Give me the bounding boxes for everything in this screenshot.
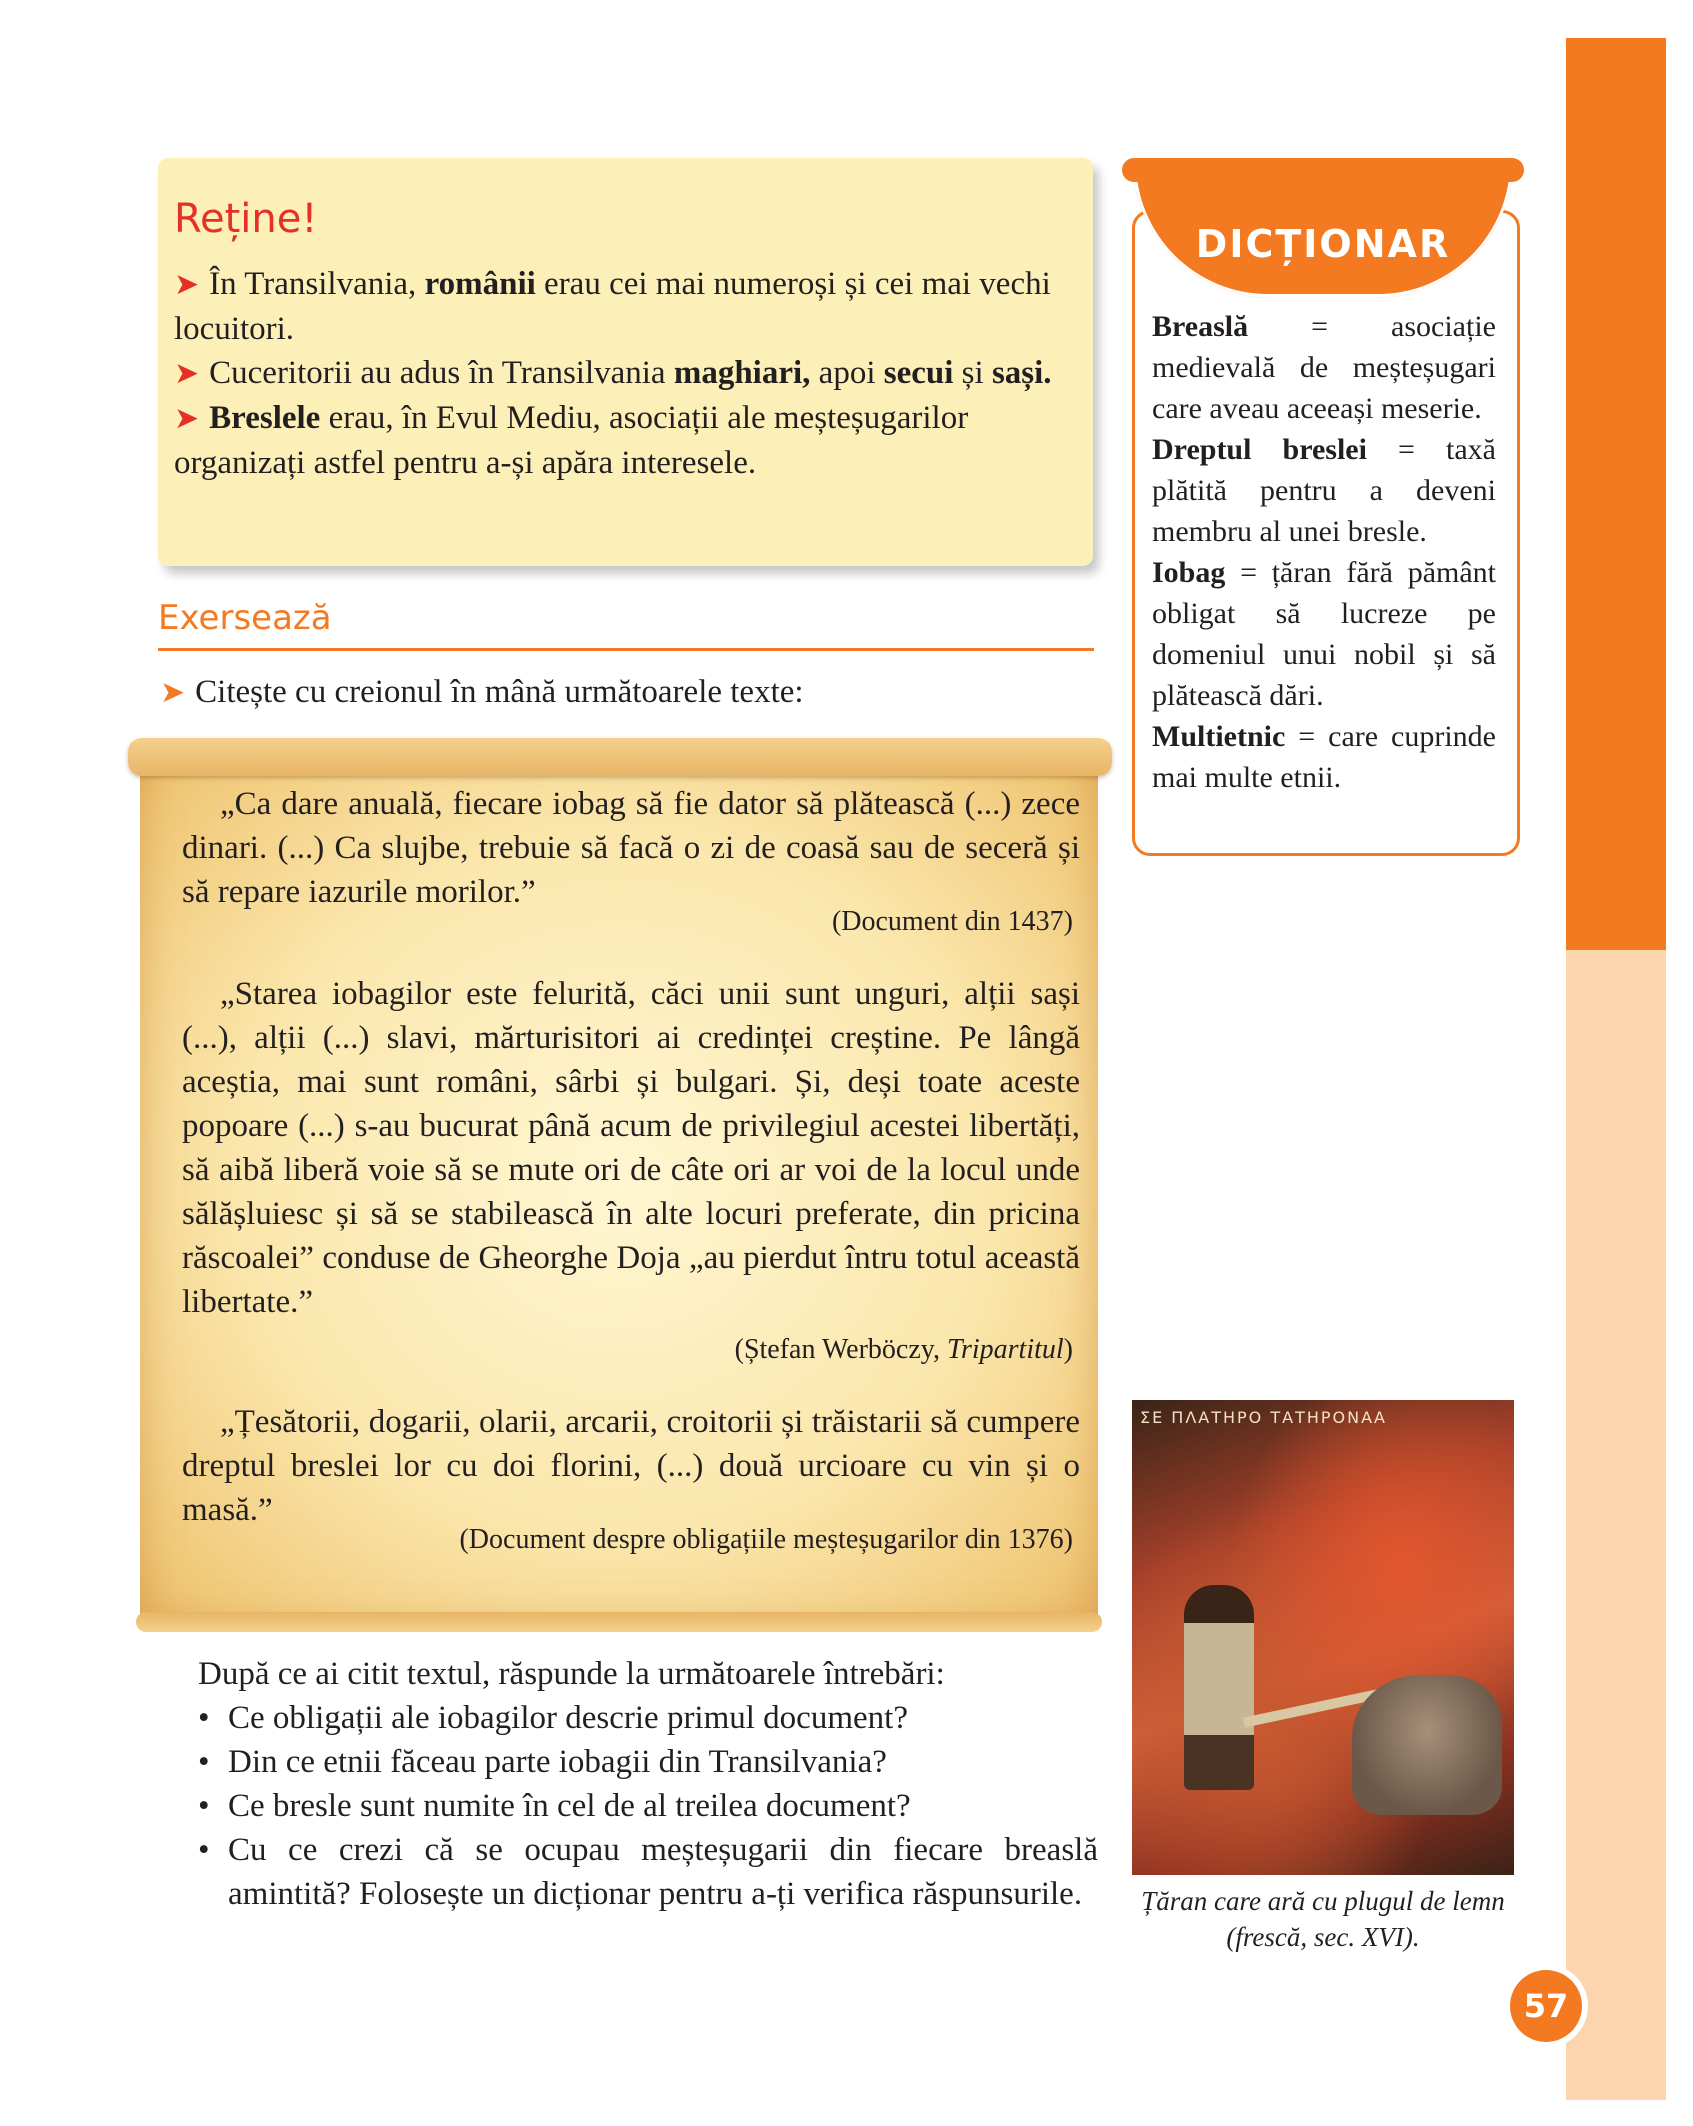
exercise-instruction: ➤ Citește cu creionul în mână următoarele texte: bbox=[160, 674, 804, 710]
section-divider bbox=[158, 648, 1094, 651]
dictionary-tab-rim bbox=[1122, 158, 1524, 182]
arrow-icon: ➤ bbox=[174, 267, 200, 302]
questions-block bbox=[198, 1652, 1098, 1916]
dictionary-entry: Iobag = țăran fără pământ obligat să lucreze pe domeniul unui nobil și să plătească dări. bbox=[1152, 556, 1496, 712]
question-item: • Din ce etnii făceau parte iobagii din Transilvania? bbox=[198, 1740, 1098, 1784]
fresco-ox bbox=[1352, 1675, 1502, 1815]
quote-3-source: (Document despre obligațiile meșteșugarilor din 1376) bbox=[459, 1524, 1073, 1555]
dictionary-entry: Breaslă = asociație medievală de meșteșugari care aveau aceeași meserie. bbox=[1152, 310, 1496, 425]
fresco-peasant bbox=[1184, 1585, 1254, 1790]
question-item: • Cu ce crezi că se ocupau meșteșugarii din fiecare breaslă amintită? Folosește un dicționar pentru a-ți verifica răspunsurile. bbox=[198, 1828, 1098, 1916]
dictionary-title: DICȚIONAR bbox=[1195, 222, 1451, 266]
parchment-roll-top bbox=[128, 738, 1112, 776]
fresco-inscription: ΣΕ ΠΛΑΤΗΡΟ ΤΑΤΗΡΟΝΑΑ bbox=[1140, 1408, 1387, 1427]
retine-point-2: ➤ Cuceritorii au adus în Transilvania maghiari, apoi secui și sași. bbox=[174, 355, 1052, 391]
quote-1: „Ca dare anuală, fiecare iobag să fie dator să plătească (...) zece dinari. (...) Ca slujbe, trebuie să facă o zi de coasă sau de seceră și să repare iazurile morilor.” bbox=[182, 786, 1080, 910]
page-number: 57 bbox=[1510, 1970, 1582, 2042]
quote-2: „Starea iobagilor este felurită, căci unii sunt unguri, alții sași (...), alții (...) slavi, mărturisitori ai credinței creștine. Pe lângă aceștia, mai sunt români, sârbi și bulgari. Și, deși toate aceste popoare (...) s-au bucurat până acum de privilegiul acestei libertăți, să aibă liberă voie să se mute ori de câte ori ar voi de la locul unde sălășluiesc și să se stabilească în alte locuri preferate, din pricina răscoalei” conduse de Gheorghe Doja „au pierdut întru totul această libertate.” bbox=[182, 976, 1080, 1320]
retine-title: Reține! bbox=[174, 196, 318, 242]
dictionary-entry: Dreptul breslei = taxă plătită pentru a deveni membru al unei bresle. bbox=[1152, 433, 1496, 548]
exerseaza-heading: Exersează bbox=[158, 598, 332, 638]
side-color-band-light bbox=[1566, 950, 1666, 2100]
questions-intro: După ce ai citit textul, răspunde la următoarele întrebări: bbox=[198, 1656, 945, 1692]
parchment-roll-bottom bbox=[136, 1612, 1102, 1632]
retine-point-3: ➤ Breslele erau, în Evul Mediu, asociații ale meșteșugarilor organizați astfel pentru a-și apăra interesele. bbox=[174, 400, 969, 481]
question-item: • Ce bresle sunt numite în cel de al treilea document? bbox=[198, 1784, 1098, 1828]
quote-1-source: (Document din 1437) bbox=[831, 906, 1073, 937]
arrow-icon: ➤ bbox=[160, 675, 186, 710]
arrow-icon: ➤ bbox=[174, 356, 200, 391]
side-color-band-dark bbox=[1566, 38, 1666, 950]
questions-list bbox=[198, 1696, 1098, 1916]
fresco-image bbox=[1132, 1400, 1514, 1875]
quote-2-source: (Ștefan Werböczy, Tripartitul) bbox=[734, 1334, 1073, 1365]
retine-point-1: ➤ În Transilvania, românii erau cei mai numeroși și cei mai vechi locuitori. bbox=[174, 266, 1051, 347]
arrow-icon: ➤ bbox=[174, 401, 200, 436]
dictionary-entry: Multietnic = care cuprinde mai multe etnii. bbox=[1152, 720, 1496, 794]
retine-box bbox=[158, 158, 1093, 566]
image-caption: Țăran care ară cu plugul de lemn (frescă, sec. XVI). bbox=[1141, 1886, 1505, 1952]
dictionary-entries bbox=[1152, 306, 1496, 798]
quote-3: „Țesătorii, dogarii, olarii, arcarii, croitorii și trăistarii să cumpere dreptul breslei lor cu doi florini, (...) două urcioare cu vin și o masă.” bbox=[182, 1404, 1080, 1528]
question-item: • Ce obligații ale iobagilor descrie primul document? bbox=[198, 1696, 1098, 1740]
retine-text bbox=[174, 262, 1074, 485]
